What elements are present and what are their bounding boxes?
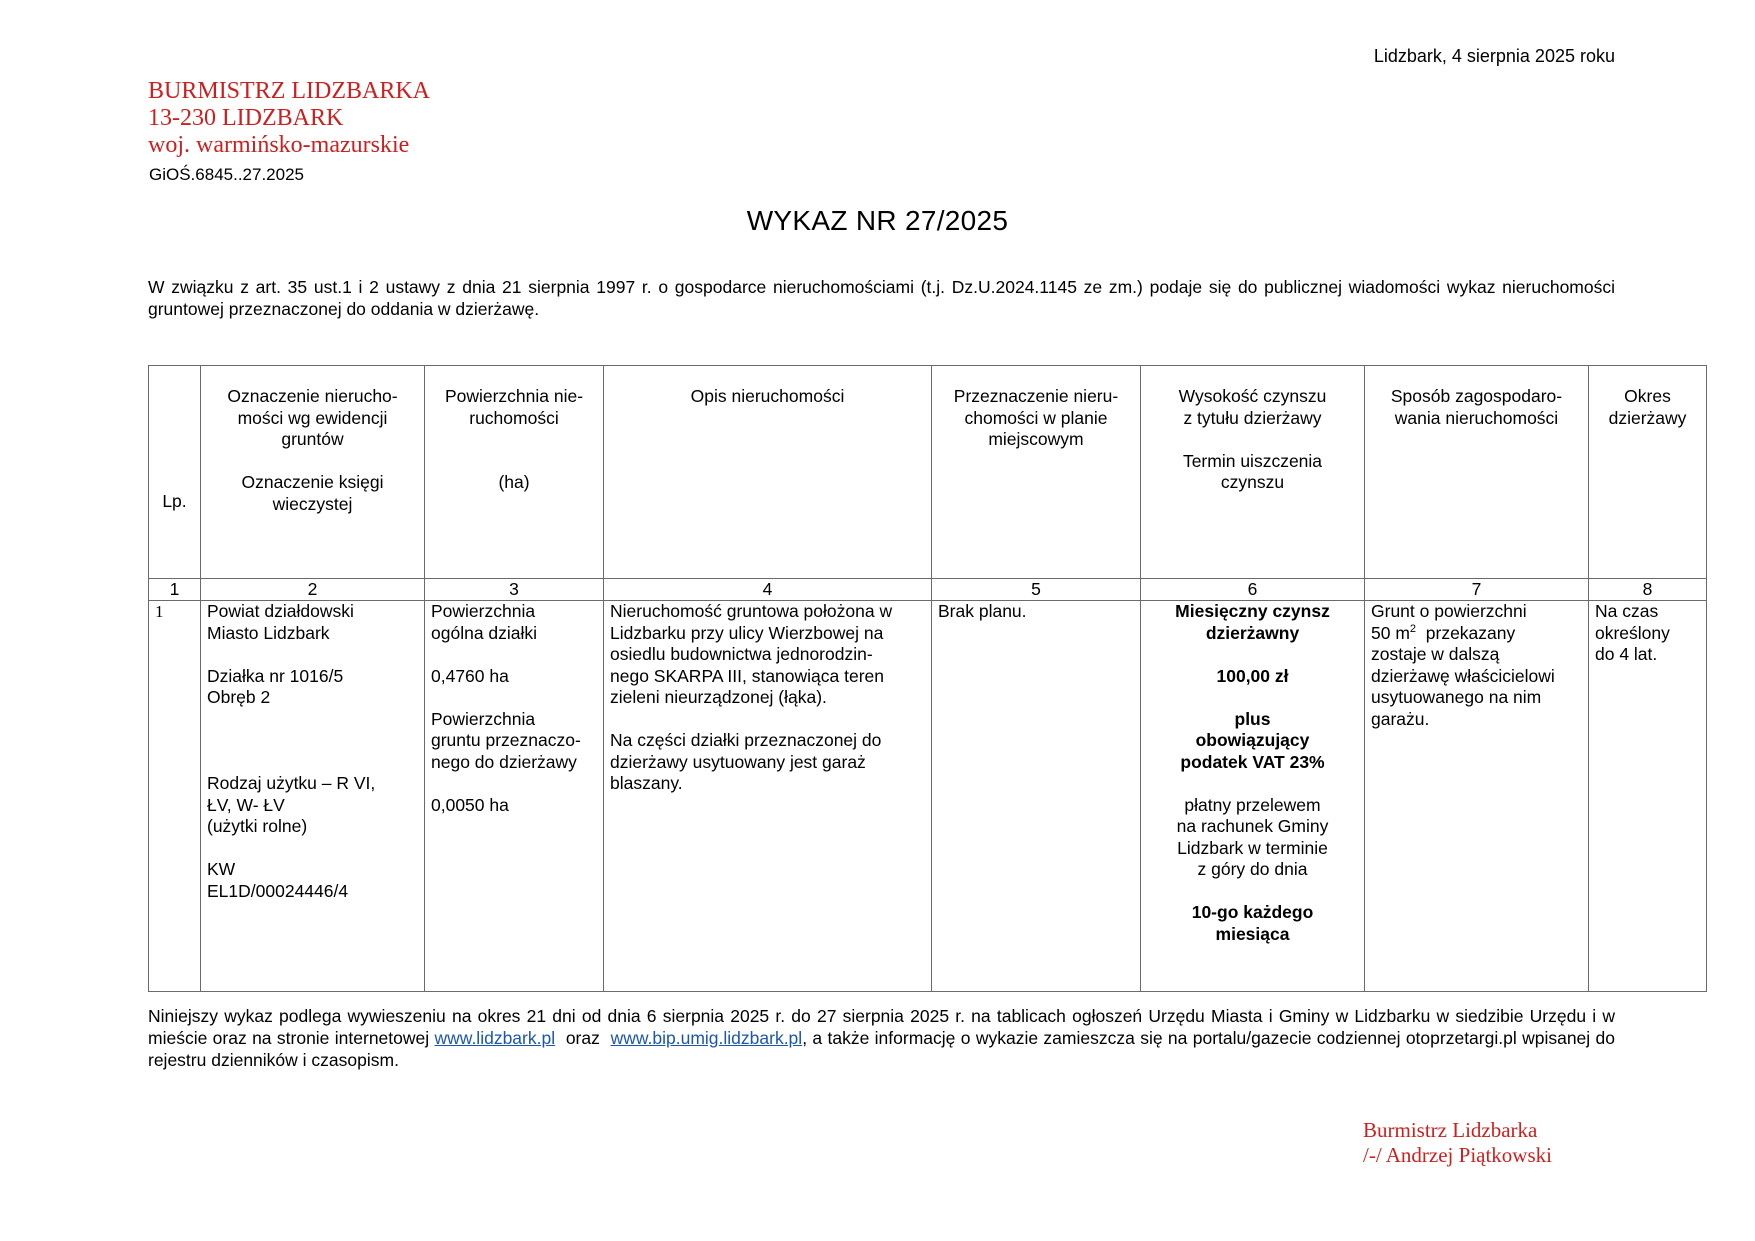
- column-number: 7: [1365, 579, 1589, 601]
- signature-title: Burmistrz Lidzbarka: [1363, 1118, 1538, 1142]
- header-area: Powierzchnia nie- ruchomości (ha): [425, 366, 604, 579]
- link-lidzbark[interactable]: www.lidzbark.pl: [434, 1028, 556, 1048]
- header-lease-period: Okres dzierżawy: [1589, 366, 1707, 579]
- signature: [1363, 1118, 1552, 1168]
- office-header: [148, 78, 430, 159]
- document-date: Lidzbark, 4 sierpnia 2025 roku: [1373, 46, 1615, 66]
- link-bip[interactable]: www.bip.umig.lidzbark.pl: [610, 1028, 803, 1048]
- column-number: 1: [149, 579, 201, 601]
- header-usage: Sposób zagospodaro- wania nieruchomości: [1365, 366, 1589, 579]
- row-area: Powierzchnia ogólna działki 0,4760 ha Powierzchnia gruntu przeznaczo- nego do dzierżawy 0,0050 ha: [425, 601, 604, 992]
- row-zoning: Brak planu.: [932, 601, 1141, 992]
- column-number: 2: [201, 579, 425, 601]
- signature-name: /-/ Andrzej Piątkowski: [1363, 1143, 1552, 1167]
- rent-amount: 100,00 zł: [1216, 665, 1289, 686]
- footer-paragraph: Niniejszy wykaz podlega wywieszeniu na okres 21 dni od dnia 6 sierpnia 2025 r. do 27 sierpnia 2025 r. na tablicach ogłoszeń Urzędu Miasta i Gminy w Lidzbarku w siedzibie Urzędu i w mieście oraz na stronie internetowej www.lidzbark.pl oraz www.bip.umig.lidzbark.pl, a także informację o wykazie zamieszcza się na portalu/gazecie codziennej otoprzetargi.pl wpisanej do rejestru dzienników i czasopism.: [148, 1006, 1615, 1070]
- row-rent: Miesięczny czynsz dzierżawny 100,00 zł plus obowiązujący podatek VAT 23% płatny przelewem na rachunek Gminy Lidzbark w terminie z góry do dnia 10-go każdego miesiąca: [1141, 601, 1365, 992]
- property-table: [148, 365, 1707, 992]
- office-postal: 13-230 LIDZBARK: [148, 105, 344, 131]
- row-usage: Grunt o powierzchni 50 $m^2$ przekazany zostaje w dalszą dzierżawę właścicielowi usytuowanego na nim garażu.: [1365, 601, 1589, 992]
- column-number: 3: [425, 579, 604, 601]
- office-name: BURMISTRZ LIDZBARKA: [148, 78, 431, 104]
- column-number: 6: [1141, 579, 1365, 601]
- header-description: Opis nieruchomości: [604, 366, 932, 579]
- table-header-row: [149, 366, 1707, 579]
- header-designation: Oznaczenie nierucho- mości wg ewidencji gruntów Oznaczenie księgi wieczystej: [201, 366, 425, 579]
- office-region: woj. warmińsko-mazurskie: [148, 132, 410, 158]
- header-zoning: Przeznaczenie nieru- chomości w planie miejscowym: [932, 366, 1141, 579]
- row-lease-period: Na czas określony do 4 lat.: [1589, 601, 1707, 992]
- row-lp: 1: [149, 601, 201, 992]
- reference-number: GiOŚ.6845..27.2025: [149, 165, 305, 184]
- column-number: 8: [1589, 579, 1707, 601]
- document-title: WYKAZ NR 27/2025: [746, 205, 1009, 236]
- header-lp: Lp.: [149, 366, 201, 579]
- column-number: 5: [932, 579, 1141, 601]
- row-designation: Powiat działdowski Miasto Lidzbark Działka nr 1016/5 Obręb 2 Rodzaj użytku – R VI, ŁV, W- ŁV (użytki rolne) KW EL1D/00024446/4: [201, 601, 425, 992]
- table-row: [149, 601, 1707, 992]
- column-number: 4: [604, 579, 932, 601]
- header-rent: Wysokość czynszu z tytułu dzierżawy Termin uiszczenia czynszu: [1141, 366, 1365, 579]
- row-description: Nieruchomość gruntowa położona w Lidzbarku przy ulicy Wierzbowej na osiedlu budownictwa jednorodzin- nego SKARPA III, stanowiąca teren zieleni nieurządzonej (łąka). Na części działki przeznaczonej do dzierżawy usytuowany jest garaż blaszany.: [604, 601, 932, 992]
- intro-paragraph: W związku z art. 35 ust.1 i 2 ustawy z dnia 21 sierpnia 1997 r. o gospodarce nieruchomościami (t.j. Dz.U.2024.1145 ze zm.) podaje się do publicznej wiadomości wykaz nieruchomości gruntowej przeznaczonej do oddania w dzierżawę.: [148, 277, 1615, 319]
- column-number-row: [149, 579, 1707, 601]
